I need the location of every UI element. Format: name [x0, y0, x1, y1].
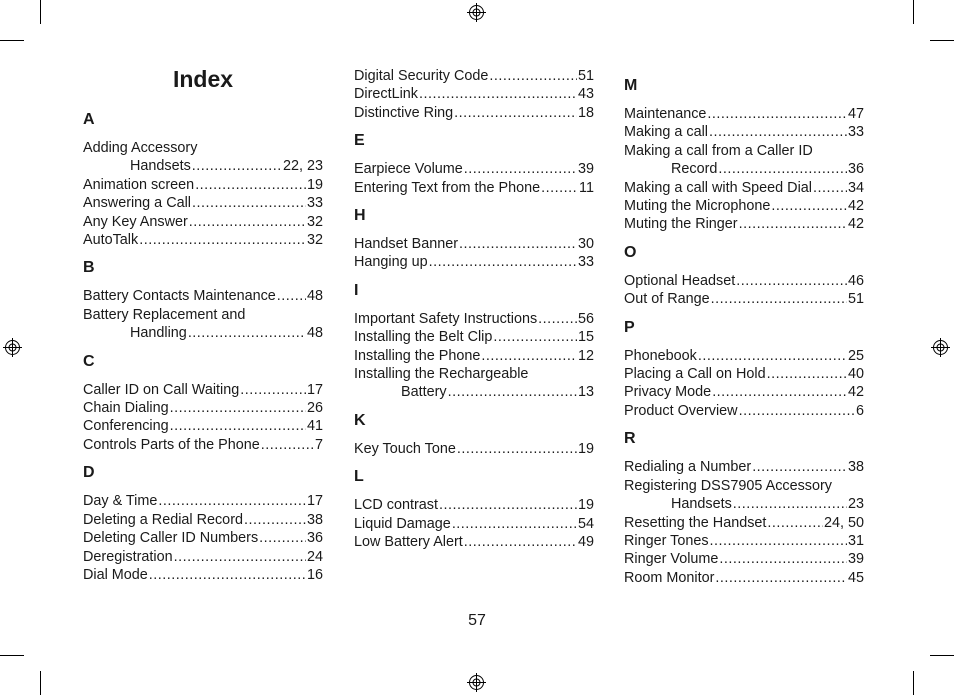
section-letter: A — [83, 111, 95, 128]
leader-dots — [439, 496, 577, 514]
entry-row — [354, 85, 594, 103]
entry-label: Battery Contacts Maintenance — [83, 288, 276, 305]
index-section — [354, 282, 594, 402]
crop-mark — [40, 0, 41, 24]
entry-label: Chain Dialing — [83, 400, 169, 417]
entry-label: Any Key Answer — [83, 213, 188, 230]
entry-label: Entering Text from the Phone — [354, 179, 541, 196]
entry-page: 32 — [306, 213, 323, 230]
leader-dots — [170, 399, 306, 417]
leader-dots — [707, 105, 847, 123]
section-letter: D — [83, 464, 95, 482]
index-entry — [83, 381, 323, 399]
section-letter: O — [624, 243, 637, 261]
entry-label: Handsets — [671, 496, 732, 513]
leader-dots — [767, 365, 847, 383]
entry-label: Out of Range — [624, 291, 710, 308]
entry-label: Animation screen — [83, 176, 195, 193]
entry-label: Caller ID on Call Waiting — [83, 381, 240, 398]
leader-dots — [710, 532, 847, 550]
entry-page: 16 — [306, 566, 323, 583]
entry-label: Handset Banner — [354, 236, 459, 253]
index-entry — [83, 529, 323, 547]
entry-row — [83, 492, 323, 510]
leader-dots — [493, 328, 577, 346]
entry-label: Phonebook — [624, 347, 697, 364]
entry-row — [354, 347, 594, 365]
entry-page: 38 — [847, 459, 864, 476]
entry-row — [83, 231, 323, 249]
entry-label-line: Installing the Rechargeable — [354, 366, 529, 383]
entry-row — [624, 197, 864, 215]
crop-mark — [913, 671, 914, 695]
leader-dots — [195, 176, 306, 194]
entry-label: Handling — [130, 325, 187, 342]
leader-dots — [464, 160, 577, 178]
entry-page: 39 — [847, 551, 864, 568]
section-letter: I — [354, 281, 359, 299]
entry-row — [624, 123, 864, 141]
leader-dots — [429, 253, 577, 271]
index-entry — [354, 365, 594, 402]
entry-row — [83, 324, 323, 342]
entry-page: 24, 50 — [823, 514, 864, 531]
entry-label: Hanging up — [354, 254, 428, 271]
entry-row — [354, 67, 594, 85]
index-entry — [354, 179, 594, 197]
section-letter: K — [354, 411, 366, 429]
leader-dots — [240, 381, 306, 399]
entry-row — [624, 383, 864, 401]
crop-mark — [0, 655, 24, 656]
index-entry — [624, 142, 864, 179]
index-section — [83, 259, 323, 342]
entry-row — [83, 157, 323, 175]
entry-page: 54 — [577, 515, 594, 532]
entry-label: Important Safety Instructions — [354, 310, 538, 327]
index-entry — [83, 436, 323, 454]
entry-row — [83, 548, 323, 566]
entry-page: 39 — [577, 161, 594, 178]
leader-dots — [464, 533, 577, 551]
entry-row — [354, 440, 594, 458]
index-entry — [83, 306, 323, 343]
entry-page: 24 — [306, 548, 323, 565]
entry-label: Muting the Microphone — [624, 198, 771, 215]
index-entry — [83, 511, 323, 529]
index-section — [624, 77, 864, 234]
entry-page: 46 — [847, 272, 864, 289]
entry-page: 6 — [855, 402, 864, 419]
index-section — [354, 132, 594, 197]
page-number: 57 — [468, 612, 486, 629]
entry-row — [624, 365, 864, 383]
crop-mark — [930, 655, 954, 656]
entry-row — [354, 160, 594, 178]
index-entry — [624, 458, 864, 476]
entry-row — [624, 402, 864, 420]
leader-dots — [459, 235, 577, 253]
entry-label: Making a call with Speed Dial — [624, 179, 812, 196]
leader-dots — [711, 290, 847, 308]
section-letter: B — [83, 259, 95, 277]
section-letter: R — [624, 430, 636, 448]
entry-row — [624, 347, 864, 365]
leader-dots — [452, 515, 577, 533]
entry-row — [624, 514, 864, 532]
index-column-3 — [624, 67, 864, 591]
entry-label: Muting the Ringer — [624, 216, 738, 233]
index-section — [83, 111, 323, 249]
entry-row — [624, 495, 864, 513]
leader-dots — [489, 67, 577, 85]
index-entry — [624, 272, 864, 290]
index-section — [354, 67, 594, 122]
entry-row — [83, 417, 323, 435]
entry-page: 15 — [577, 329, 594, 346]
entry-page: 42 — [847, 198, 864, 215]
entry-row — [354, 310, 594, 328]
entry-row — [624, 458, 864, 476]
index-entry — [354, 496, 594, 514]
leader-dots — [189, 213, 306, 231]
entry-row — [354, 253, 594, 271]
index-section — [354, 412, 594, 458]
leader-dots — [719, 550, 847, 568]
entry-label: Answering a Call — [83, 195, 191, 212]
entry-page: 7 — [314, 436, 323, 453]
entry-page: 33 — [847, 124, 864, 141]
leader-dots — [715, 569, 847, 587]
entry-label: Digital Security Code — [354, 68, 489, 84]
entry-label: Distinctive Ring — [354, 104, 454, 121]
entry-page: 49 — [577, 534, 594, 551]
entry-label: Resetting the Handset — [624, 514, 767, 531]
entry-row — [624, 105, 864, 123]
index-entry — [624, 365, 864, 383]
leader-dots — [259, 529, 306, 547]
entry-label: Conferencing — [83, 418, 169, 435]
registration-mark-icon — [931, 338, 950, 357]
index-entry — [624, 179, 864, 197]
index-section — [624, 430, 864, 587]
index-entry — [354, 253, 594, 271]
entry-label: Privacy Mode — [624, 384, 712, 401]
index-entry — [83, 566, 323, 584]
index-entry — [354, 104, 594, 122]
index-entry — [624, 532, 864, 550]
index-entry — [354, 328, 594, 346]
entry-label: Optional Headset — [624, 272, 736, 289]
entry-row — [624, 160, 864, 178]
leader-dots — [174, 548, 306, 566]
entry-row — [83, 213, 323, 231]
entry-row — [624, 272, 864, 290]
entry-row — [83, 194, 323, 212]
index-entry — [83, 231, 323, 249]
leader-dots — [813, 179, 847, 197]
index-entry — [354, 235, 594, 253]
entry-row — [83, 399, 323, 417]
leader-dots — [454, 104, 577, 122]
entry-row — [83, 511, 323, 529]
leader-dots — [771, 197, 847, 215]
entry-label: Room Monitor — [624, 569, 715, 586]
index-column-1 — [83, 60, 323, 588]
index-entry — [624, 290, 864, 308]
entry-label: Controls Parts of the Phone — [83, 436, 260, 453]
entry-page: 19 — [577, 440, 594, 457]
entry-page: 17 — [306, 493, 323, 510]
registration-mark-icon — [467, 673, 486, 692]
entry-row — [83, 529, 323, 547]
entry-label-line: Adding Accessory — [83, 140, 198, 156]
entry-label: Installing the Belt Clip — [354, 329, 493, 346]
leader-dots — [170, 417, 306, 435]
entry-page: 38 — [306, 511, 323, 528]
leader-dots — [149, 566, 306, 584]
entry-page: 56 — [577, 310, 594, 327]
crop-mark — [930, 40, 954, 41]
entry-page: 23 — [847, 496, 864, 513]
index-entry — [83, 194, 323, 212]
leader-dots — [733, 495, 847, 513]
entry-page: 18 — [577, 104, 594, 121]
leader-dots — [739, 402, 855, 420]
leader-dots — [767, 514, 823, 532]
entry-page: 47 — [847, 106, 864, 122]
entry-label: Placing a Call on Hold — [624, 366, 766, 383]
index-section — [83, 464, 323, 584]
index-entry — [624, 105, 864, 123]
entry-label: Ringer Volume — [624, 551, 719, 568]
entry-label: Product Overview — [624, 402, 738, 419]
index-entry — [83, 213, 323, 231]
entry-row — [83, 287, 323, 305]
leader-dots — [448, 383, 577, 401]
entry-label: AutoTalk — [83, 232, 139, 249]
entry-page: 30 — [577, 236, 594, 253]
section-letter: M — [624, 77, 638, 94]
entry-page: 34 — [847, 179, 864, 196]
index-entry — [624, 123, 864, 141]
index-entry — [354, 515, 594, 533]
registration-mark-icon — [467, 3, 486, 22]
leader-dots — [481, 347, 577, 365]
entry-page: 32 — [306, 232, 323, 249]
entry-label: Dial Mode — [83, 566, 148, 583]
entry-page: 43 — [577, 86, 594, 103]
index-section — [354, 207, 594, 272]
leader-dots — [739, 215, 847, 233]
index-entry — [354, 533, 594, 551]
entry-label-line: Battery Replacement and — [83, 306, 246, 323]
entry-page: 42 — [847, 216, 864, 233]
leader-dots — [541, 179, 578, 197]
leader-dots — [192, 194, 306, 212]
entry-label: Installing the Phone — [354, 347, 481, 364]
index-entry — [624, 550, 864, 568]
leader-dots — [192, 157, 282, 175]
entry-page: 33 — [577, 254, 594, 271]
leader-dots — [698, 347, 847, 365]
entry-row — [354, 515, 594, 533]
index-entry — [624, 197, 864, 215]
entry-row — [354, 328, 594, 346]
entry-label: Handsets — [130, 158, 191, 175]
index-entry — [624, 569, 864, 587]
index-entry — [354, 310, 594, 328]
leader-dots — [419, 85, 577, 103]
entry-page: 36 — [306, 530, 323, 547]
entry-page: 42 — [847, 384, 864, 401]
entry-row — [83, 176, 323, 194]
entry-page: 22, 23 — [282, 158, 323, 175]
index-entry — [83, 399, 323, 417]
entry-row — [354, 533, 594, 551]
entry-page: 48 — [306, 288, 323, 305]
entry-label: Maintenance — [624, 106, 707, 122]
entry-label: Deleting Caller ID Numbers — [83, 530, 259, 547]
crop-mark — [913, 0, 914, 24]
entry-row — [83, 381, 323, 399]
entry-row — [624, 569, 864, 587]
leader-dots — [752, 458, 847, 476]
crop-mark — [40, 671, 41, 695]
index-entry — [83, 548, 323, 566]
index-entry — [83, 139, 323, 176]
entry-row — [354, 104, 594, 122]
section-letter: L — [354, 468, 364, 486]
entry-page: 11 — [579, 179, 594, 196]
index-column-2 — [354, 67, 594, 556]
leader-dots — [244, 511, 306, 529]
entry-page: 51 — [577, 68, 594, 84]
entry-page: 41 — [306, 418, 323, 435]
entry-page: 19 — [306, 176, 323, 193]
entry-page: 40 — [847, 366, 864, 383]
index-entry — [624, 402, 864, 420]
entry-row — [354, 179, 594, 197]
leader-dots — [538, 310, 577, 328]
entry-label: Deregistration — [83, 548, 173, 565]
entry-label: Redialing a Number — [624, 459, 752, 476]
registration-mark-icon — [3, 338, 22, 357]
leader-dots — [277, 287, 306, 305]
entry-page: 45 — [847, 569, 864, 586]
index-entry — [624, 215, 864, 233]
crop-mark — [0, 40, 24, 41]
leader-dots — [457, 440, 577, 458]
entry-label: Day & Time — [83, 493, 158, 510]
entry-row — [83, 436, 323, 454]
leader-dots — [261, 436, 314, 454]
entry-page: 13 — [577, 384, 594, 401]
entry-label-line: Making a call from a Caller ID — [624, 142, 813, 159]
entry-page: 12 — [577, 347, 594, 364]
section-letter: C — [83, 352, 95, 370]
index-section — [624, 244, 864, 309]
index-entry — [83, 176, 323, 194]
entry-page: 25 — [847, 347, 864, 364]
leader-dots — [188, 324, 306, 342]
entry-row — [624, 532, 864, 550]
index-section — [83, 353, 323, 455]
index-entry — [624, 383, 864, 401]
entry-row — [624, 215, 864, 233]
entry-row — [354, 235, 594, 253]
entry-label: Earpiece Volume — [354, 161, 463, 178]
index-entry — [354, 67, 594, 85]
index-section — [354, 468, 594, 551]
index-entry — [354, 160, 594, 178]
section-letter: H — [354, 207, 366, 225]
entry-label: LCD contrast — [354, 497, 438, 514]
entry-row — [83, 566, 323, 584]
entry-page: 36 — [847, 161, 864, 178]
leader-dots — [158, 492, 306, 510]
entry-page: 19 — [577, 497, 594, 514]
entry-page: 48 — [306, 325, 323, 342]
entry-page: 31 — [847, 532, 864, 549]
index-entry — [83, 287, 323, 305]
index-entry — [354, 347, 594, 365]
leader-dots — [718, 160, 847, 178]
index-entry — [354, 85, 594, 103]
entry-label: Making a call — [624, 124, 708, 141]
section-letter: E — [354, 132, 365, 150]
entry-row — [624, 290, 864, 308]
index-entry — [354, 440, 594, 458]
index-entry — [83, 492, 323, 510]
entry-label: Ringer Tones — [624, 532, 709, 549]
entry-label: Record — [671, 161, 718, 178]
index-entry — [624, 477, 864, 514]
leader-dots — [709, 123, 847, 141]
entry-row — [354, 383, 594, 401]
entry-row — [624, 550, 864, 568]
section-letter: P — [624, 318, 635, 336]
index-entry — [624, 347, 864, 365]
index-entry — [624, 514, 864, 532]
page-title: Index — [172, 66, 234, 92]
entry-label: Liquid Damage — [354, 515, 451, 532]
leader-dots — [712, 383, 847, 401]
leader-dots — [736, 272, 847, 290]
entry-label: Battery — [401, 384, 447, 401]
entry-label: Deleting a Redial Record — [83, 511, 243, 528]
entry-page: 51 — [847, 291, 864, 308]
entry-page: 17 — [306, 381, 323, 398]
entry-row — [624, 179, 864, 197]
entry-page: 33 — [306, 195, 323, 212]
entry-row — [354, 496, 594, 514]
entry-label: Low Battery Alert — [354, 534, 463, 551]
leader-dots — [139, 231, 306, 249]
index-section — [624, 319, 864, 421]
entry-label: Key Touch Tone — [354, 440, 456, 457]
entry-label-line: Registering DSS7905 Accessory — [624, 477, 832, 494]
index-entry — [83, 417, 323, 435]
entry-page: 26 — [306, 400, 323, 417]
entry-label: DirectLink — [354, 86, 418, 103]
